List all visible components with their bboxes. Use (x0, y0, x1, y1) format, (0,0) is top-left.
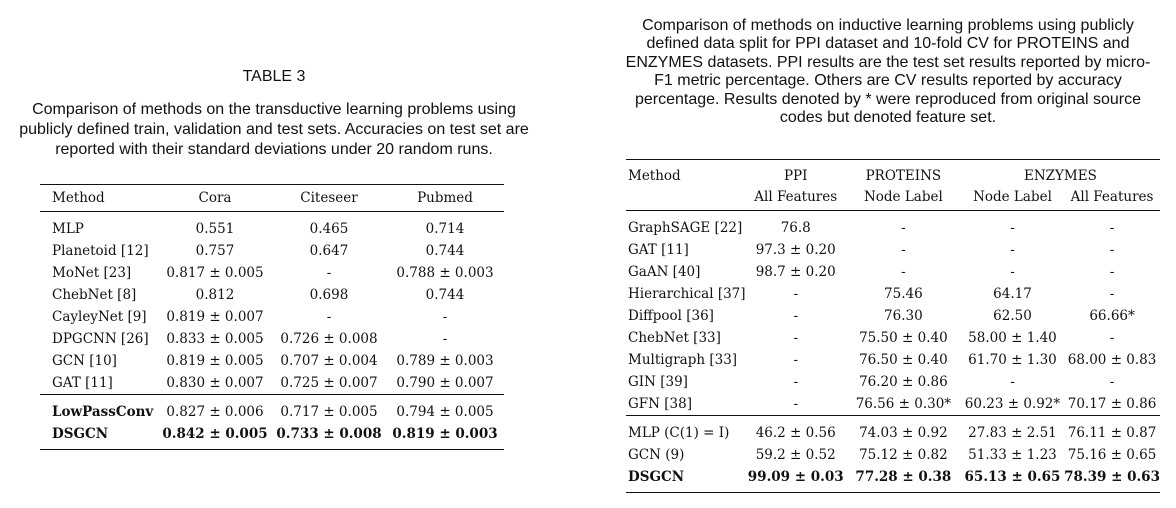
table-row-proposed (626, 416, 1160, 445)
method-cell: MoNet [23] (52, 265, 132, 281)
value-cell: 0.789 ± 0.003 (396, 353, 494, 369)
method-cell: GraphSAGE [22] (628, 220, 743, 236)
table-row-proposed (40, 395, 504, 424)
table-row (626, 371, 1160, 393)
value-cell: 76.8 (780, 220, 811, 236)
value-cell: 70.17 ± 0.86 (1067, 396, 1157, 412)
value-cell: 98.7 ± 0.20 (755, 264, 836, 280)
column-header: Citeseer (300, 190, 358, 206)
table-row-proposed (626, 444, 1160, 466)
value-cell: 0.790 ± 0.007 (396, 375, 494, 391)
table-row (40, 284, 504, 306)
column-subheader: All Features (754, 189, 838, 205)
table-row (40, 350, 504, 372)
value-cell: 61.70 ± 1.30 (968, 352, 1057, 368)
value-cell: 68.00 ± 0.83 (1067, 352, 1157, 368)
table3-label: TABLE 3 (242, 68, 306, 85)
table-row (40, 372, 504, 395)
value-cell: 59.2 ± 0.52 (755, 447, 836, 463)
value-cell: - (1109, 264, 1115, 280)
table4-caption: Comparison of methods on inductive learning problems using publicly defined data split for PPI dataset and 10-fold CV for PROTEINS and ENZYMES datasets. PPI results are the test set results reported by micro-F1 metric percentage. Others are CV results reported by accuracy percentage. Results denoted by * were reproduced from original source codes but denoted feature set. (625, 17, 1151, 127)
method-cell: GCN [10] (52, 353, 117, 369)
method-cell: CayleyNet [9] (52, 309, 147, 325)
value-cell: 0.788 ± 0.003 (396, 265, 494, 281)
value-cell: - (1109, 220, 1115, 236)
method-cell: Multigraph [33] (628, 352, 738, 368)
method-cell: DSGCN (628, 469, 685, 485)
value-cell: 75.50 ± 0.40 (859, 330, 948, 346)
value-cell: 0.726 ± 0.008 (280, 331, 378, 347)
method-cell: GIN [39] (628, 374, 688, 390)
value-cell: 27.83 ± 2.51 (968, 425, 1057, 441)
value-cell: 0.647 (309, 243, 349, 259)
value-cell: - (1010, 374, 1015, 390)
column-header: PPI (783, 168, 808, 184)
value-cell: 75.12 ± 0.82 (859, 447, 948, 463)
value-cell: 46.2 ± 0.56 (755, 425, 836, 441)
table-row (626, 239, 1160, 261)
value-cell: 76.20 ± 0.86 (859, 374, 948, 390)
value-cell: - (1109, 374, 1115, 390)
value-cell: 0.707 ± 0.004 (280, 353, 378, 369)
value-cell: - (442, 331, 448, 347)
column-subheader: All Features (1070, 189, 1154, 205)
value-cell: 76.30 (884, 308, 923, 324)
method-cell: Hierarchical [37] (628, 286, 746, 302)
value-cell: 60.23 ± 0.92* (964, 396, 1061, 412)
method-cell: GAT [11] (628, 242, 689, 258)
value-cell: 75.16 ± 0.65 (1067, 447, 1157, 463)
value-cell: - (1010, 242, 1015, 258)
table-header-row (626, 160, 1160, 185)
value-cell: - (1010, 264, 1015, 280)
table-row (626, 261, 1160, 283)
value-cell: - (793, 308, 798, 324)
table-row-proposed (626, 466, 1160, 493)
value-cell: - (442, 309, 448, 325)
value-cell: 0.551 (195, 221, 235, 237)
table-row (40, 240, 504, 262)
value-cell: 0.830 ± 0.007 (166, 375, 264, 391)
table-row (626, 349, 1160, 371)
table-row (626, 283, 1160, 305)
column-header: Pubmed (417, 190, 473, 206)
value-cell: 0.842 ± 0.005 (162, 426, 268, 442)
value-cell: - (326, 309, 332, 325)
value-cell: 0.817 ± 0.005 (166, 265, 264, 281)
value-cell: 58.00 ± 1.40 (968, 330, 1057, 346)
table-row (626, 305, 1160, 327)
table-row (626, 327, 1160, 349)
value-cell: - (1109, 330, 1115, 346)
value-cell: - (793, 330, 798, 346)
method-cell: DPGCNN [26] (52, 331, 149, 347)
method-cell: MLP (C(1) = I) (628, 425, 730, 441)
table-row (40, 306, 504, 328)
value-cell: 0.757 (195, 243, 235, 259)
value-cell: 0.819 ± 0.003 (392, 426, 498, 442)
value-cell: 0.819 ± 0.007 (166, 309, 264, 325)
column-header: Method (52, 190, 105, 206)
transductive-results-table (40, 184, 504, 450)
value-cell: - (1109, 286, 1115, 302)
value-cell: 64.17 (993, 286, 1032, 302)
table-row (40, 212, 504, 241)
table3-caption: Comparison of methods on the transductive learning problems using publicly defined train, validation and test sets. Accuracies on test set are reported with their standard deviations under 20 random runs. (19, 101, 529, 158)
column-subheader: Node Label (973, 189, 1052, 205)
method-cell: GCN (9) (628, 447, 685, 463)
method-cell: Planetoid [12] (52, 243, 149, 259)
value-cell: 0.725 ± 0.007 (280, 375, 378, 391)
method-cell: MLP (52, 221, 84, 237)
value-cell: - (901, 264, 906, 280)
method-cell: ChebNet [8] (52, 287, 137, 303)
value-cell: 0.465 (309, 221, 349, 237)
table-subheader-row (626, 184, 1160, 211)
value-cell: 51.33 ± 1.23 (968, 447, 1057, 463)
table-row (40, 262, 504, 284)
value-cell: 0.744 (425, 243, 465, 259)
value-cell: 74.03 ± 0.92 (859, 425, 948, 441)
value-cell: - (1109, 242, 1115, 258)
column-header: Cora (198, 190, 232, 206)
value-cell: - (901, 220, 906, 236)
table-row (626, 211, 1160, 240)
value-cell: 65.13 ± 0.65 (964, 469, 1061, 485)
value-cell: 76.11 ± 0.87 (1067, 425, 1157, 441)
value-cell: 0.812 (195, 287, 235, 303)
column-header: ENZYMES (1023, 168, 1097, 184)
value-cell: 0.833 ± 0.005 (166, 331, 264, 347)
column-header: PROTEINS (865, 168, 942, 184)
value-cell: 0.717 ± 0.005 (280, 404, 378, 420)
value-cell: 78.39 ± 0.63 (1064, 469, 1160, 485)
value-cell: 75.46 (884, 286, 923, 302)
method-cell: LowPassConv (52, 404, 154, 420)
value-cell: 0.698 (309, 287, 349, 303)
value-cell: 76.56 ± 0.30* (855, 396, 952, 412)
value-cell: - (793, 352, 798, 368)
value-cell: 99.09 ± 0.03 (747, 469, 844, 485)
value-cell: 66.66* (1089, 308, 1135, 324)
method-cell: GaAN [40] (628, 264, 701, 280)
value-cell: 0.819 ± 0.005 (166, 353, 264, 369)
value-cell: 0.714 (425, 221, 465, 237)
method-cell: ChebNet [33] (628, 330, 721, 346)
method-cell: GFN [38] (628, 396, 692, 412)
value-cell: 62.50 (993, 308, 1032, 324)
table-row-proposed (40, 423, 504, 450)
table-row (626, 393, 1160, 416)
value-cell: - (326, 265, 332, 281)
value-cell: 0.794 ± 0.005 (396, 404, 494, 420)
value-cell: - (793, 286, 798, 302)
method-cell: Diffpool [36] (628, 308, 714, 324)
table-header-row (40, 185, 504, 212)
value-cell: 0.827 ± 0.006 (166, 404, 264, 420)
value-cell: 0.733 ± 0.008 (276, 426, 382, 442)
value-cell: - (793, 396, 798, 412)
value-cell: - (793, 374, 798, 390)
value-cell: - (1010, 220, 1015, 236)
method-cell: GAT [11] (52, 375, 113, 391)
method-cell: DSGCN (52, 426, 109, 442)
column-subheader: Node Label (863, 189, 943, 205)
value-cell: 97.3 ± 0.20 (755, 242, 836, 258)
column-header: Method (628, 168, 681, 184)
table-row (40, 328, 504, 350)
value-cell: 0.744 (425, 287, 465, 303)
inductive-results-table (626, 159, 1160, 493)
value-cell: - (901, 242, 906, 258)
value-cell: 77.28 ± 0.38 (855, 469, 952, 485)
value-cell: 76.50 ± 0.40 (859, 352, 948, 368)
